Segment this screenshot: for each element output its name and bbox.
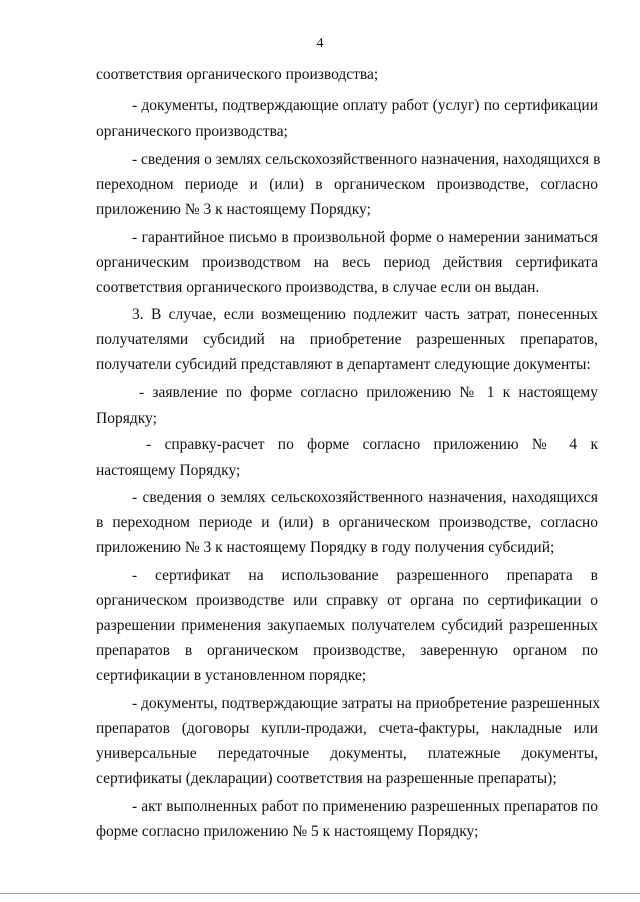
text-line: соответствия органического производства; <box>96 66 379 83</box>
text-line: сертификации в установленном порядке; <box>96 667 367 684</box>
page-number: 4 <box>316 36 324 51</box>
text-line: органическим производством на весь период действия сертификата <box>96 254 598 271</box>
text-line: - сертификат на использование разрешенного препарата в <box>132 567 598 584</box>
page-bottom-rule <box>0 893 640 894</box>
text-line: - документы, подтверждающие оплату работ (услуг) по сертификации <box>132 97 598 114</box>
text-line: - заявление по форме согласно приложению № 1 к настоящему <box>139 384 598 401</box>
text-line: органическом производстве или справку от органа по сертификации о <box>96 592 598 609</box>
text-line: - документы, подтверждающие затраты на приобретение разрешенных <box>132 695 601 712</box>
text-line: приложению № 3 к настоящему Порядку в году получения субсидий; <box>96 539 555 556</box>
text-line: препаратов (договоры купли-продажи, счета-фактуры, накладные или <box>96 720 598 737</box>
text-line: сертификаты (декларации) соответствия на разрешенные препараты); <box>96 770 557 787</box>
text-line: форме согласно приложению № 5 к настоящему Порядку; <box>96 823 479 840</box>
text-line: универсальные передаточные документы, платежные документы, <box>96 745 598 762</box>
text-line: препаратов в органическом производстве, заверенную органом по <box>96 642 598 659</box>
text-line: - гарантийное письмо в произвольной форме о намерении заниматься <box>132 229 598 246</box>
text-line: - сведения о землях сельскохозяйственного назначения, находящихся в <box>132 151 601 168</box>
text-line: 3. В случае, если возмещению подлежит часть затрат, понесенных <box>132 306 598 323</box>
text-line: разрешении применения закупаемых получателем субсидий разрешенных <box>96 617 598 634</box>
text-line: приложению № 3 к настоящему Порядку; <box>96 201 371 218</box>
text-line: - сведения о землях сельскохозяйственного назначения, находящихся <box>132 489 598 506</box>
text-line: соответствия органического производства, в случае если он выдан. <box>96 279 540 296</box>
text-line: получатели субсидий представляют в департамент следующие документы: <box>96 356 591 373</box>
text-line: органического производства; <box>96 123 288 140</box>
text-line: - справку-расчет по форме согласно приложению № 4 к <box>146 436 598 453</box>
text-line: переходном периоде и (или) в органическом производстве, согласно <box>96 176 598 193</box>
text-line: настоящему Порядку; <box>96 462 241 479</box>
text-line: получателями субсидий на приобретение разрешенных препаратов, <box>96 331 598 348</box>
text-line: в переходном периоде и (или) в органическом производстве, согласно <box>96 514 598 531</box>
text-line: Порядку; <box>96 410 157 427</box>
text-line: - акт выполненных работ по применению разрешенных препаратов по <box>132 798 598 815</box>
